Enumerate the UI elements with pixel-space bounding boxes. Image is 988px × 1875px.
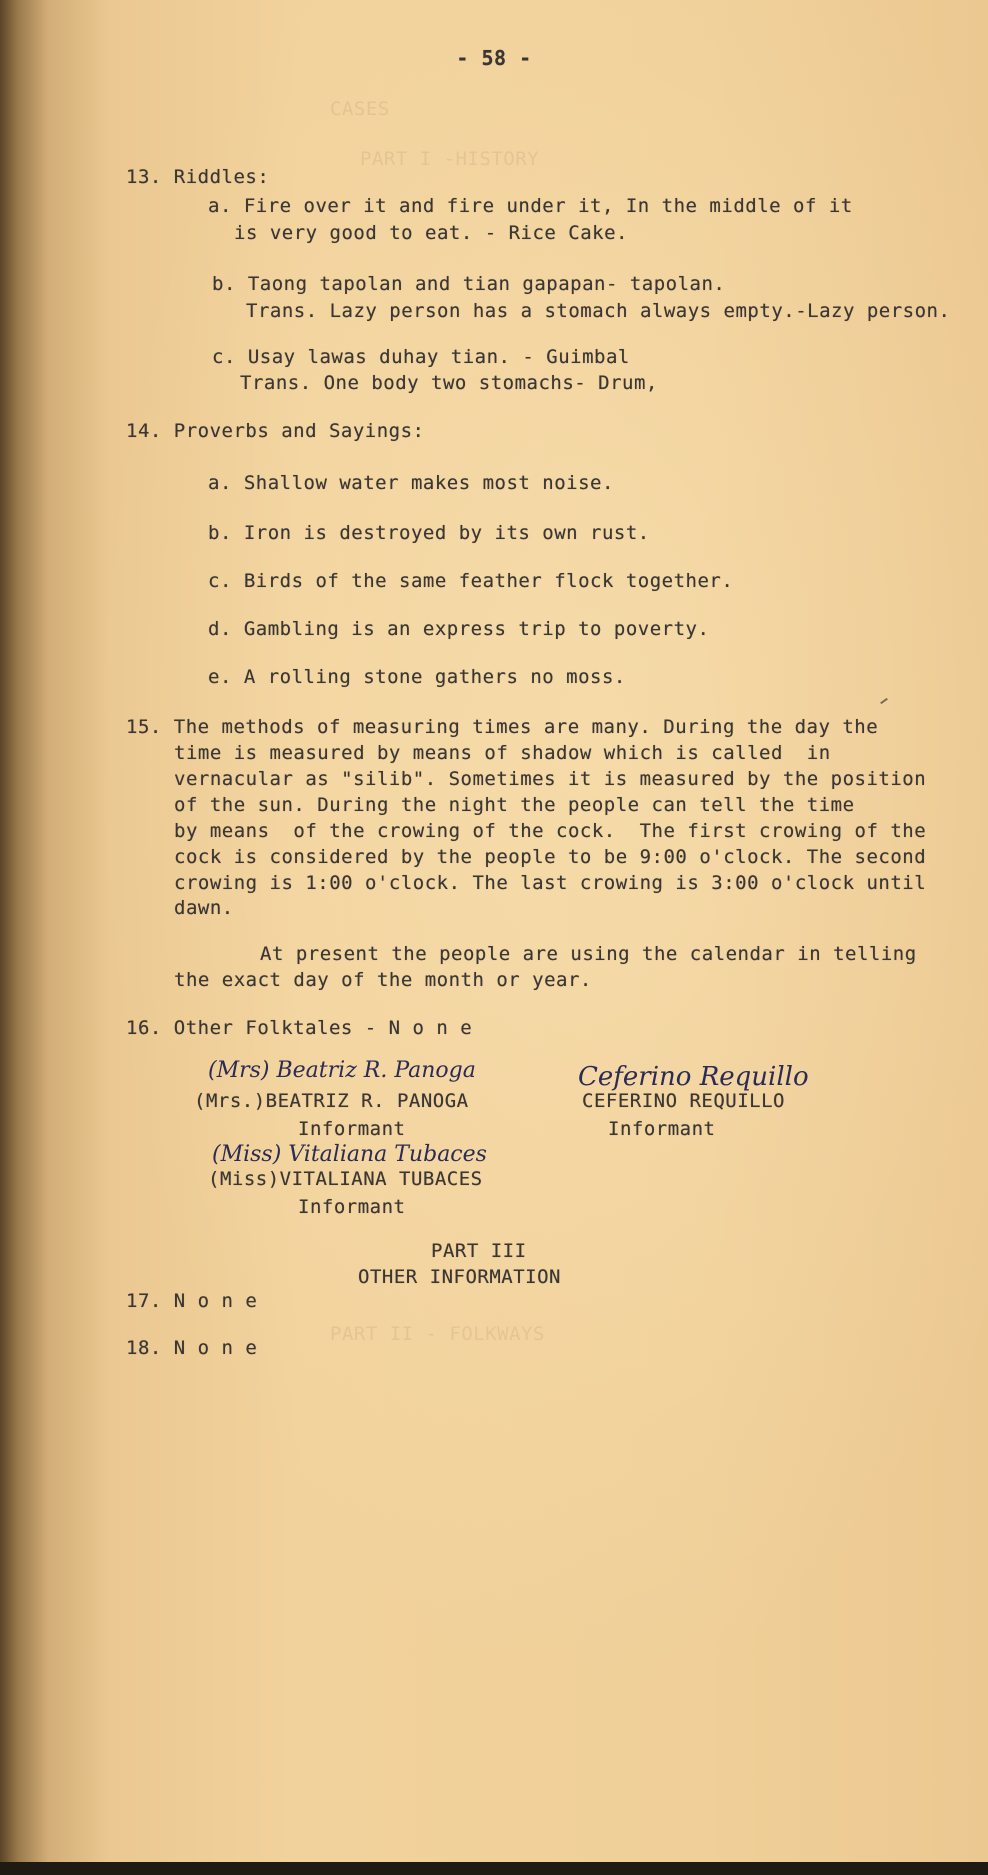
calendar-paragraph-line2: the exact day of the month or year. (174, 969, 592, 991)
riddle-b-line2: Trans. Lazy person has a stomach always empty.-Lazy person. (246, 300, 951, 322)
proverb-item: b. Iron is destroyed by its own rust. (208, 522, 650, 544)
bleed-through-text: CASES (330, 98, 390, 120)
riddle-a-line1: a. Fire over it and fire under it, In the middle of it (208, 195, 853, 217)
time-paragraph-line: cock is considered by the people to be 9:00 o'clock. The second (174, 846, 927, 868)
proverb-item: c. Birds of the same feather flock together. (208, 570, 734, 592)
time-paragraph-line: 15. The methods of measuring times are many. During the day the (126, 716, 879, 738)
time-paragraph-line: time is measured by means of shadow which is called in (174, 742, 831, 764)
proverbs-heading: 14. Proverbs and Sayings: (126, 420, 425, 442)
item-18: 18. N o n e (126, 1337, 258, 1359)
riddle-c-line1: c. Usay lawas duhay tian. - Guimbal (212, 346, 630, 368)
part-three-title: PART III (431, 1240, 527, 1262)
proverb-item: e. A rolling stone gathers no moss. (208, 666, 626, 688)
signature-vitaliana-tubaces: (Miss) Vitaliana Tubaces (212, 1142, 487, 1167)
riddle-b-line1: b. Taong tapolan and tian gapapan- tapolan. (212, 273, 726, 295)
bleed-through-text: PART I -HISTORY (360, 148, 540, 170)
proverb-item: a. Shallow water makes most noise. (208, 472, 614, 494)
informant-role-panoga: Informant (298, 1118, 406, 1140)
part-three-subtitle: OTHER INFORMATION (358, 1266, 561, 1288)
folktales-line: 16. Other Folktales - N o n e (126, 1017, 473, 1039)
signature-ceferino-requillo: Ceferino Requillo (578, 1062, 809, 1092)
time-paragraph-line: dawn. (174, 897, 234, 919)
informant-name-tubaces: (Miss)VITALIANA TUBACES (208, 1168, 483, 1190)
page-number: - 58 - (456, 46, 532, 70)
time-paragraph-line: vernacular as "silib". Sometimes it is measured by the position (174, 768, 927, 790)
time-paragraph-line: crowing is 1:00 o'clock. The last crowing is 3:00 o'clock until (174, 872, 927, 894)
riddle-c-line2: Trans. One body two stomachs- Drum, (240, 372, 658, 394)
calendar-paragraph-line1: At present the people are using the calendar in telling (260, 943, 917, 965)
time-paragraph-line: by means of the crowing of the cock. The first crowing of the (174, 820, 927, 842)
time-paragraph-line: of the sun. During the night the people can tell the time (174, 794, 855, 816)
bleed-through-text: PART II - FOLKWAYS (330, 1323, 545, 1345)
riddles-heading: 13. Riddles: (126, 166, 270, 188)
informant-role-requillo: Informant (608, 1118, 716, 1140)
riddle-a-line2: is very good to eat. - Rice Cake. (234, 222, 628, 244)
informant-name-panoga: (Mrs.)BEATRIZ R. PANOGA (194, 1090, 469, 1112)
pencil-mark (880, 698, 888, 704)
informant-role-tubaces: Informant (298, 1196, 406, 1218)
signature-beatriz-panoga: (Mrs) Beatriz R. Panoga (208, 1058, 476, 1083)
proverb-item: d. Gambling is an express trip to poverty. (208, 618, 710, 640)
item-17: 17. N o n e (126, 1290, 258, 1312)
informant-name-requillo: CEFERINO REQUILLO (582, 1090, 785, 1112)
